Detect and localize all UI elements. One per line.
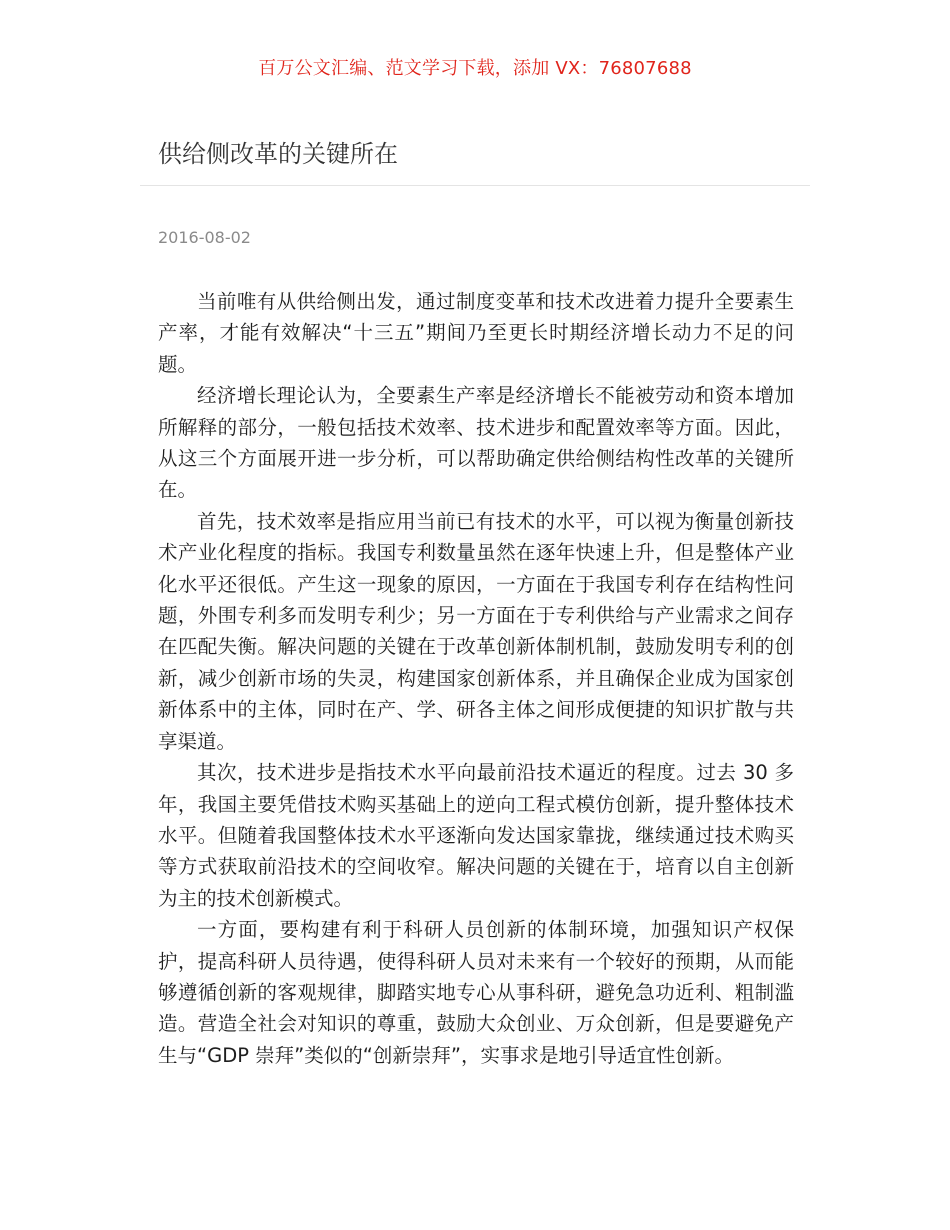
article-paragraph: 其次，技术进步是指技术水平向最前沿技术逼近的程度。过去 30 多年，我国主要凭借技术购买基础上的逆向工程式模仿创新，提升整体技术水平。但随着我国整体技术水平逐渐向发达国家靠拢，继续通过技术购买等方式获取前沿技术的空间收窄。解决问题的关键在于，培育以自主创新为主的技术创新模式。 — [158, 761, 794, 910]
article-paragraph: 当前唯有从供给侧出发，通过制度变革和技术改进着力提升全要素生产率，才能有效解决“十三五”期间乃至更长时期经济增长动力不足的问题。 — [158, 290, 794, 376]
article-body — [158, 286, 794, 1071]
page-title: 供给侧改革的关键所在 — [158, 140, 398, 168]
article-paragraph: 一方面，要构建有利于科研人员创新的体制环境，加强知识产权保护，提高科研人员待遇，使得科研人员对未来有一个较好的预期，从而能够遵循创新的客观规律，脚踏实地专心从事科研，避免急功近利、粗制滥造。营造全社会对知识的尊重，鼓励大众创业、万众创新，但是要避免产生与“GDP 崇拜”类似的“创新崇拜”，实事求是地引导适宜性创新。 — [158, 918, 794, 1067]
article-paragraph: 经济增长理论认为，全要素生产率是经济增长不能被劳动和资本增加所解释的部分，一般包括技术效率、技术进步和配置效率等方面。因此，从这三个方面展开进一步分析，可以帮助确定供给侧结构性改革的关键所在。 — [158, 384, 794, 502]
publish-date: 2016-08-02 — [158, 228, 251, 247]
article-paragraph: 首先，技术效率是指应用当前已有技术的水平，可以视为衡量创新技术产业化程度的指标。我国专利数量虽然在逐年快速上升，但是整体产业化水平还很低。产生这一现象的原因，一方面在于我国专利存在结构性问题，外围专利多而发明专利少；另一方面在于专利供给与产业需求之间存在匹配失衡。解决问题的关键在于改革创新体制机制，鼓励发明专利的创新，减少创新市场的失灵，构建国家创新体系，并且确保企业成为国家创新体系中的主体，同时在产、学、研各主体之间形成便捷的知识扩散与共享渠道。 — [158, 509, 794, 753]
title-divider — [140, 185, 810, 186]
promo-banner: 百万公文汇编、范文学习下载，添加 VX：76807688 — [258, 58, 692, 79]
